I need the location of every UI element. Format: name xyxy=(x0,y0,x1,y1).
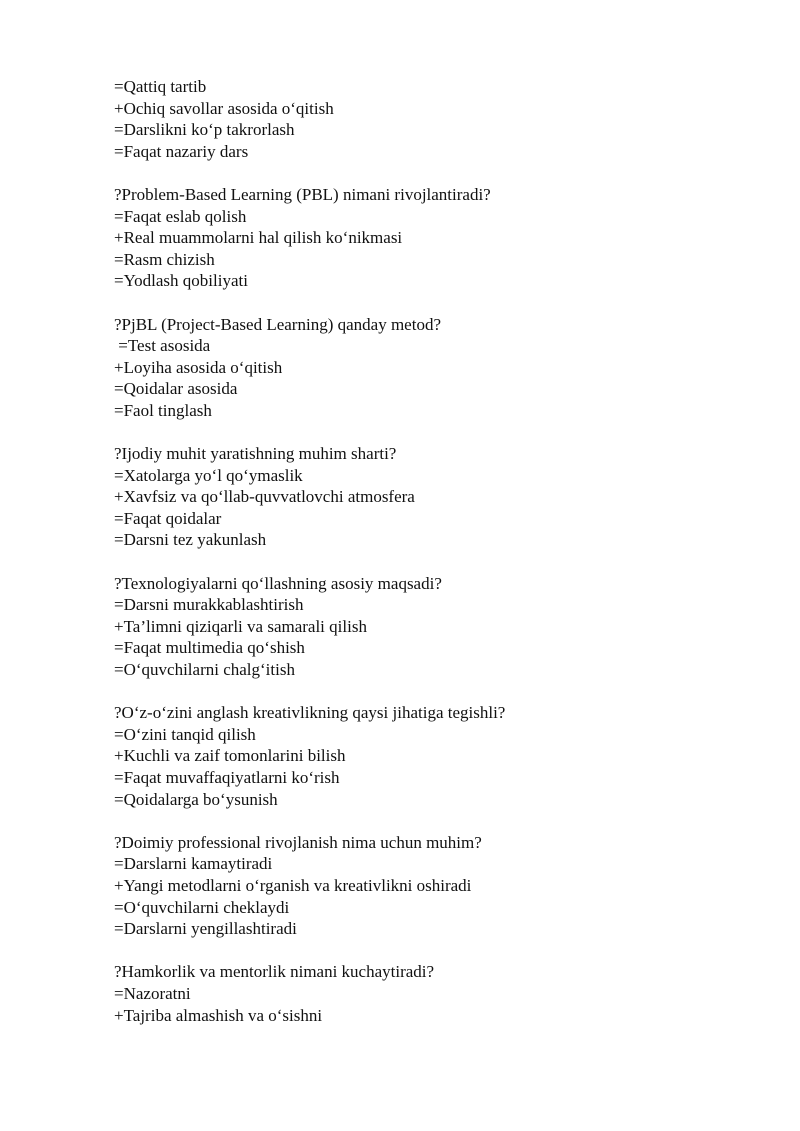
answer-option: =Darslarni yengillashtiradi xyxy=(114,919,297,939)
question-text: ?Doimiy professional rivojlanish nima uchun muhim? xyxy=(114,832,482,852)
answer-option: =Test asosida xyxy=(114,336,211,356)
answer-option: =Darslarni kamaytiradi xyxy=(114,854,273,874)
answer-option: =Faqat multimedia qo‘shish xyxy=(114,638,305,658)
question-list xyxy=(114,76,754,1048)
question-block xyxy=(114,961,754,1026)
answer-option: =Faqat nazariy dars xyxy=(114,141,249,161)
answer-option: =Faqat qoidalar xyxy=(114,508,222,528)
answer-option-correct: +Tajriba almashish va o‘sishni xyxy=(114,1005,323,1025)
question-text: ?Ijodiy muhit yaratishning muhim sharti? xyxy=(114,444,397,464)
question-text: ?PjBL (Project-Based Learning) qanday metod? xyxy=(114,314,441,334)
answer-option: =O‘quvchilarni cheklaydi xyxy=(114,897,290,917)
answer-option: =Xatolarga yo‘l qo‘ymaslik xyxy=(114,465,303,485)
answer-option: =Rasm chizish xyxy=(114,249,215,269)
question-block xyxy=(114,314,754,422)
question-block xyxy=(114,184,754,292)
answer-option-correct: +Real muammolarni hal qilish ko‘nikmasi xyxy=(114,228,403,248)
answer-option-correct: +Ochiq savollar asosida o‘qitish xyxy=(114,98,334,118)
answer-option: =Qoidalarga bo‘ysunish xyxy=(114,789,278,809)
question-text: ?Texnologiyalarni qo‘llashning asosiy maqsadi? xyxy=(114,573,442,593)
answer-option: =Yodlash qobiliyati xyxy=(114,271,248,291)
question-block xyxy=(114,443,754,551)
answer-option: =Qattiq tartib xyxy=(114,77,207,96)
question-text: ?O‘z-o‘zini anglash kreativlikning qaysi jihatiga tegishli? xyxy=(114,703,506,723)
answer-option: =Nazoratni xyxy=(114,983,191,1003)
question-block xyxy=(114,573,754,681)
answer-option: =O‘zini tanqid qilish xyxy=(114,724,256,744)
answer-option: =Faqat eslab qolish xyxy=(114,206,247,226)
answer-option: =Qoidalar asosida xyxy=(114,379,238,399)
question-text: ?Problem-Based Learning (PBL) nimani rivojlantiradi? xyxy=(114,184,491,204)
answer-option: =Faol tinglash xyxy=(114,400,212,420)
answer-option-correct: +Ta’limni qiziqarli va samarali qilish xyxy=(114,616,367,636)
answer-option-correct: +Yangi metodlarni o‘rganish va kreativlikni oshiradi xyxy=(114,875,472,895)
question-block xyxy=(114,832,754,940)
answer-option-correct: +Kuchli va zaif tomonlarini bilish xyxy=(114,746,346,766)
answer-option: =Darsni tez yakunlash xyxy=(114,530,267,550)
question-block xyxy=(114,702,754,810)
answer-option-correct: +Loyiha asosida o‘qitish xyxy=(114,357,283,377)
answer-option: =Faqat muvaffaqiyatlarni ko‘rish xyxy=(114,768,340,787)
answer-option: =O‘quvchilarni chalg‘itish xyxy=(114,660,295,680)
answer-option-correct: +Xavfsiz va qo‘llab-quvvatlovchi atmosfera xyxy=(114,487,415,507)
question-block xyxy=(114,76,754,162)
answer-option: =Darslikni ko‘p takrorlash xyxy=(114,120,295,140)
question-text: ?Hamkorlik va mentorlik nimani kuchaytiradi? xyxy=(114,962,435,982)
answer-option: =Darsni murakkablashtirish xyxy=(114,595,304,615)
